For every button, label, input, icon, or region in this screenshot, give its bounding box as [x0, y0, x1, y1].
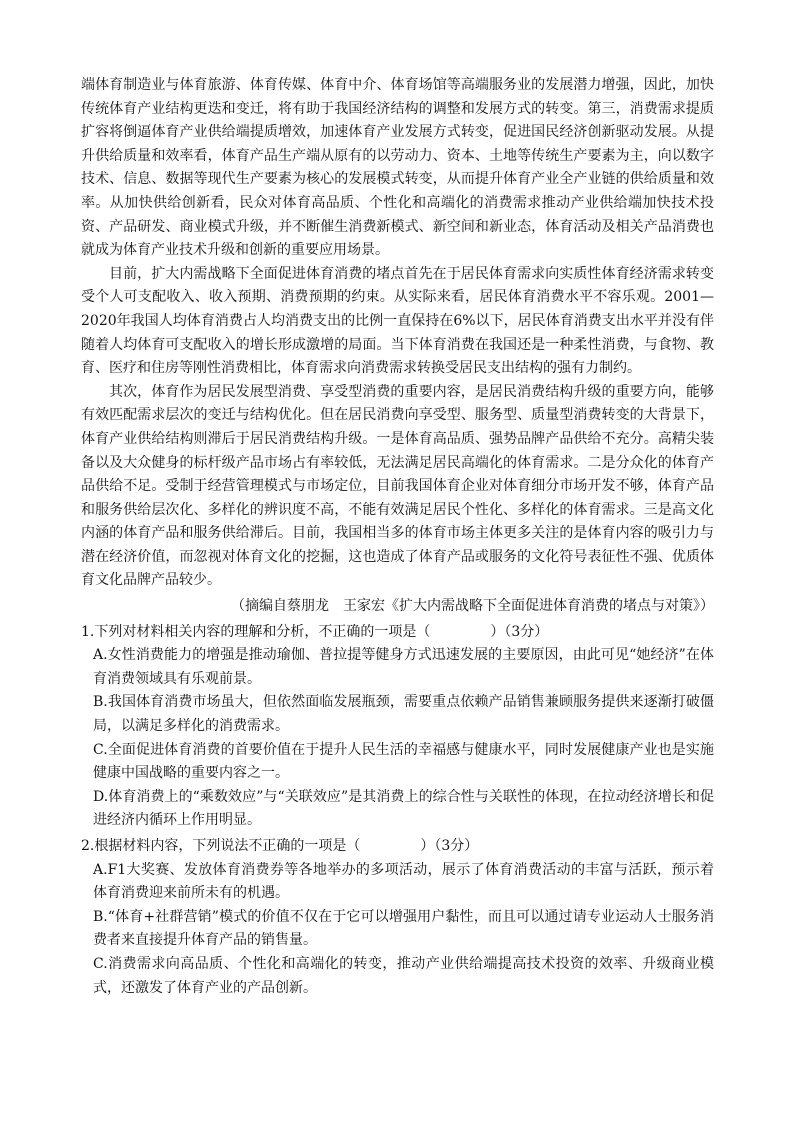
option-label: A. — [93, 647, 108, 664]
option-1c — [81, 739, 714, 786]
option-label: A. — [93, 861, 108, 878]
option-text: F1大奖赛、发放体育消费券等各地举办的多项活动，展示了体育消费活动的丰富与活跃，预示着体育消费迎来前所未有的机遇。 — [93, 861, 714, 902]
passage-source: （摘编自蔡朋龙 王家宏《扩大内需战略下全面促进体育消费的堵点与对策》） — [231, 598, 714, 615]
option-2c — [81, 953, 714, 1000]
question-1-stem — [81, 621, 714, 645]
option-1d — [81, 786, 714, 833]
option-text: 全面促进体育消费的首要价值在于提升人民生活的幸福感与健康水平，同时发展健康产业也是实施健康中国战略的重要内容之一。 — [93, 741, 714, 782]
option-2a — [81, 859, 714, 906]
passage-paragraph-2: 目前，扩大内需战略下全面促进体育消费的堵点首先在于居民体育需求向实质性体育经济需求转变受个人可支配收入、收入预期、消费预期的约束。从实际来看，居民体育消费水平不容乐观。2001—2020年我国人均体育消费占人均消费支出的比例一直保持在6%以下，居民体育消费支出水平并没有伴随着人均体育可支配收入的增长形成激增的局面。当下体育消费在我国还是一种柔性消费，与食物、教育、医疗和住房等刚性消费相比，体育需求向消费需求转换受居民支出结构的强有力制约。 — [81, 265, 714, 377]
option-text: 体育消费上的“乘数效应”与“关联效应”是其消费上的综合性与关联性的体现，在拉动经济增长和促进经济内循环上作用明显。 — [93, 788, 714, 829]
passage-paragraph-3: 其次，体育作为居民发展型消费、享受型消费的重要内容，是居民消费结构升级的重要方向，能够有效匹配需求层次的变迁与结构优化。但在居民消费向享受型、服务型、质量型消费转变的大背景下，体育产业供给结构则滞后于居民消费结构升级。一是体育高品质、强势品牌产品供给不充分。高精尖装备以及大众健身的标杆级产品市场占有率较低，无法满足居民高端化的体育需求。二是分众化的体育产品供给不足。受制于经营管理模式与市场定位，目前我国体育企业对体育细分市场开发不够，体育产品和服务供给层次化、多样化的辨识度不高，不能有效满足居民个性化、多样化的体育需求。三是高文化内涵的体育产品和服务供给滞后。目前，我国相当多的体育市场主体更多关注的是体育内容的吸引力与潜在经济价值，而忽视对体育文化的挖掘，这也造成了体育产品或服务的文化符号表征性不强、优质体育文化品牌产品较少。 — [81, 383, 714, 589]
question-2-score: ）（3分） — [420, 838, 479, 854]
document-page — [81, 74, 714, 1000]
option-text: 女性消费能力的增强是推动瑜伽、普拉提等健身方式迅速发展的主要原因，由此可见“她经济”在体育消费领域具有乐观前景。 — [93, 647, 714, 687]
option-label: C. — [93, 955, 108, 972]
passage-paragraph-1: 端体育制造业与体育旅游、体育传媒、体育中介、体育场馆等高端服务业的发展潜力增强，因此，加快传统体育产业结构更迭和变迁，将有助于我国经济结构的调整和发展方式的转变。第三，消费需求提质扩容将倒逼体育产业供给端提质增效，加速体育产业发展方式转变，促进国民经济创新驱动发展。从提升供给质量和效率看，体育产品生产端从原有的以劳动力、资本、土地等传统生产要素为主，向以数字技术、信息、数据等现代生产要素为核心的发展模式转变，从而提升体育产业全产业链的供给质量和效率。从加快供给创新看，民众对体育高品质、个性化和高端化的消费需求推动产业供给端加快技术投资、产品研发、商业模式升级，并不断催生消费新模式、新空间和新业态，体育活动及相关产品消费也就成为体育产业技术升级和创新的重要应用场景。 — [81, 77, 714, 259]
question-1-stem-text: 1.下列对材料相关内容的理解和分析，不正确的一项是（ — [81, 623, 431, 640]
option-text: “体育+社群营销”模式的价值不仅在于它可以增强用户黏性，而且可以通过请专业运动人士服务消费者来直接提升体育产品的销售量。 — [93, 908, 714, 949]
option-text: 我国体育消费市场虽大，但依然面临发展瓶颈，需要重点依赖产品销售兼顾服务提供来逐渐打破僵局，以满足多样化的消费需求。 — [93, 694, 714, 735]
question-2-stem — [81, 835, 714, 859]
option-1a — [81, 644, 714, 691]
question-1-score: ）（3分） — [490, 623, 549, 640]
option-label: B. — [93, 908, 108, 925]
option-label: D. — [93, 788, 109, 805]
question-1 — [81, 621, 714, 833]
option-label: B. — [93, 694, 108, 711]
question-2-stem-text: 2.根据材料内容，下列说法不正确的一项是（ — [81, 838, 361, 854]
option-label: C. — [93, 741, 108, 758]
option-text: 消费需求向高品质、个性化和高端化的转变，推动产业供给端提高技术投资的效率、升级商业模式，还激发了体育产业的产品创新。 — [93, 955, 714, 996]
question-2 — [81, 835, 714, 1000]
option-2b — [81, 906, 714, 953]
option-1b — [81, 691, 714, 738]
